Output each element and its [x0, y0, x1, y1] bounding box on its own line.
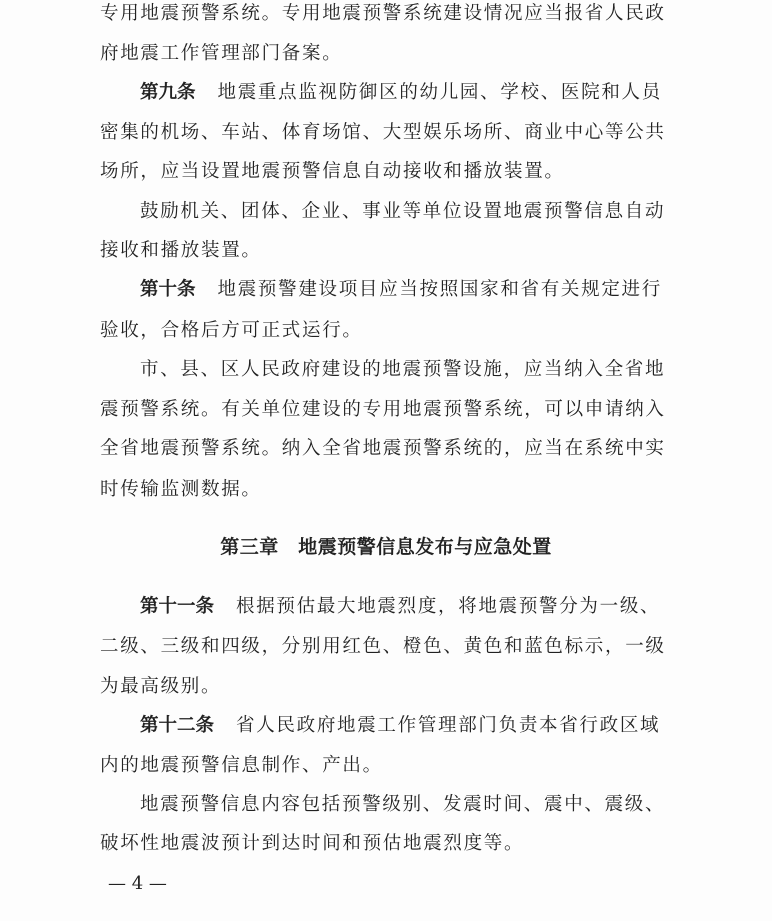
text-line: 府地震工作管理部门备案。: [100, 43, 343, 64]
article-9-line: [140, 82, 662, 104]
text-line: 二级、三级和四级，分别用红色、橙色、黄色和蓝色标示，一级: [100, 636, 666, 657]
article-10-text: 地震预警建设项目应当按照国家和省有关规定进行: [217, 279, 662, 300]
text-line: 场所，应当设置地震预警信息自动接收和播放装置。: [100, 161, 565, 182]
article-11-text: 根据预估最大地震烈度，将地震预警分为一级、: [236, 596, 661, 617]
text-line: 全省地震预警系统。纳入全省地震预警系统的，应当在系统中实: [100, 438, 666, 459]
page-number: — 4 —: [108, 873, 167, 894]
text-line: 内的地震预警信息制作、产出。: [100, 755, 383, 776]
text-line: 时传输监测数据。: [100, 479, 262, 500]
article-11-label: 第十一条: [140, 596, 215, 617]
text-line: 市、县、区人民政府建设的地震预警设施，应当纳入全省地: [140, 359, 666, 380]
text-line: 鼓励机关、团体、企业、事业等单位设置地震预警信息自动: [140, 201, 666, 222]
text-line: 专用地震预警系统。专用地震预警系统建设情况应当报省人民政: [100, 3, 666, 24]
text-line: 密集的机场、车站、体育场馆、大型娱乐场所、商业中心等公共: [100, 122, 666, 143]
chapter-heading: 第三章 地震预警信息发布与应急处置: [220, 536, 552, 558]
article-11-line: [140, 596, 660, 618]
text-line: 破坏性地震波预计到达时间和预估地震烈度等。: [100, 833, 525, 854]
text-line: 验收，合格后方可正式运行。: [100, 320, 363, 341]
text-line: 地震预警信息内容包括预警级别、发震时间、震中、震级、: [140, 794, 666, 815]
article-10-line: [140, 279, 662, 301]
text-line: 震预警系统。有关单位建设的专用地震预警系统，可以申请纳入: [100, 399, 666, 420]
article-9-text: 地震重点监视防御区的幼儿园、学校、医院和人员: [217, 82, 662, 103]
article-12-text: 省人民政府地震工作管理部门负责本省行政区域: [236, 715, 661, 736]
article-10-label: 第十条: [140, 279, 196, 300]
article-12-line: [140, 715, 660, 737]
article-9-label: 第九条: [140, 82, 196, 103]
text-line: 为最高级别。: [100, 676, 222, 697]
text-line: 接收和播放装置。: [100, 240, 262, 261]
article-12-label: 第十二条: [140, 715, 215, 736]
